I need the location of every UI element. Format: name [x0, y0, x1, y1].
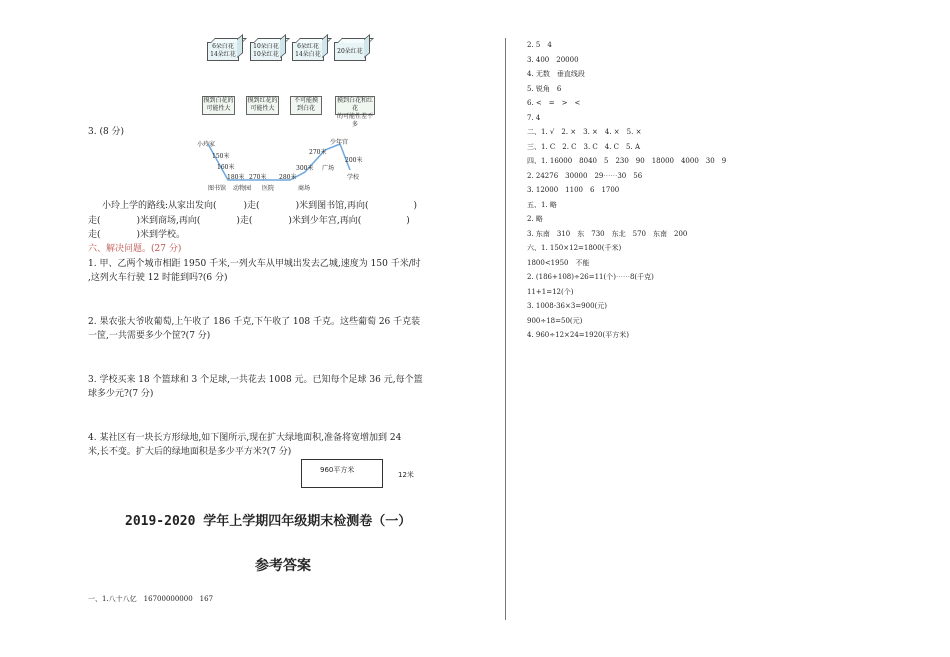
map-label-180: 180米	[227, 174, 245, 181]
map-label-zoo: 动物园	[233, 185, 252, 192]
answer-line: 3. 400 20000	[527, 55, 579, 64]
probability-card-2	[246, 96, 279, 115]
flower-box-3-text: 6朵红花 14朵白花	[295, 43, 321, 58]
first-answer: 一、1.八十八亿 16700000000 167	[88, 595, 214, 603]
q3-text-line1: 小玲上学的路线:从家出发向( )走( )米到图书馆,再向( )	[102, 201, 417, 211]
green-area-label: 960平方米	[320, 466, 355, 474]
answer-line: 2. (186+108)÷26=11(个)⋯⋯8(千克)	[527, 273, 654, 281]
flower-box-1-text: 6朵白花 14朵红花	[210, 43, 236, 58]
map-label-300: 300米	[296, 165, 314, 172]
map-label-160: 160米	[217, 164, 235, 171]
answer-line: 五、1. 略	[527, 200, 557, 209]
map-label-shaoniangong: 少年宫	[330, 139, 349, 146]
probability-card-1	[202, 96, 235, 115]
problem-2-line2: 一筐,一共需要多少个筐?(7 分)	[88, 331, 211, 341]
green-area-width: 12米	[398, 471, 414, 479]
problem-3-line1: 3. 学校买来 18 个篮球和 3 个足球,一共花去 1008 元。已知每个足球 36 元,每个篮	[88, 375, 423, 385]
flower-box-4	[334, 42, 366, 61]
answer-line: 4. 无数 垂直线段	[527, 70, 585, 78]
answer-line: 四、1. 16000 8040 5 230 90 18000 4000 30 9	[527, 157, 727, 165]
probability-card-4	[335, 96, 375, 128]
map-label-270a: 270米	[249, 174, 267, 181]
probability-card-4-text: 摸到白花和红花 的可能性差不多	[336, 97, 373, 128]
map-label-library: 图书馆	[208, 185, 227, 192]
problem-2-line1: 2. 果农张大爷收葡萄,上午收了 186 千克,下午收了 108 千克。这些葡萄 26 千克装	[88, 317, 421, 327]
map-label-200: 200米	[345, 157, 363, 164]
problem-3-line2: 球多少元?(7 分)	[88, 389, 154, 399]
document-title: 2019-2020 学年上学期四年级期末检测卷（一）	[125, 514, 412, 529]
answer-line: 2. 5 4	[527, 41, 552, 49]
answer-line: 6. < = > <	[527, 99, 581, 107]
flower-box-2	[250, 42, 282, 61]
map-label-150: 150米	[212, 153, 230, 160]
answer-line: 3. 东南 310 东 730 东北 570 东南 200	[527, 229, 688, 238]
map-label-guangchang: 广场	[322, 165, 335, 172]
answer-line: 5. 锐角 6	[527, 84, 562, 93]
answer-line: 六、1. 150×12=1800(千米)	[527, 244, 622, 252]
answer-line: 11+1=12(个)	[527, 287, 574, 296]
answer-line: 2. 略	[527, 215, 543, 223]
q3-text-line3: 走( )米到学校。	[88, 230, 186, 240]
answer-line: 3. 1008-36×3=900(元)	[527, 302, 607, 310]
problem-4-line1: 4. 某社区有一块长方形绿地,如下图所示,现在扩大绿地面积,准备将宽增加到 24	[88, 433, 402, 443]
map-label-xiaoling: 小玲家	[197, 141, 216, 148]
green-area-rectangle	[301, 459, 383, 488]
problem-1-line2: ,这列火车行驶 12 时能到吗?(6 分)	[88, 273, 228, 283]
flower-box-4-text: 20朵红花	[337, 48, 363, 55]
answer-line: 4. 960÷12×24=1920(平方米)	[527, 331, 629, 339]
answer-line: 二、1. √ 2. × 3. × 4. × 5. ×	[527, 128, 642, 136]
answer-line: 2. 24276 30000 29⋯⋯30 56	[527, 171, 643, 180]
section-6-heading: 六、解决问题。(27 分)	[88, 244, 182, 254]
map-label-hospital: 医院	[262, 185, 275, 192]
flower-box-1	[207, 42, 239, 61]
problem-1-line1: 1. 甲、乙两个城市相距 1950 千米,一列火车从甲城出发去乙城,速度为 150 千米/时	[88, 259, 421, 269]
probability-card-1-text: 摸到白花的 可能性大	[203, 97, 234, 112]
answer-line: 1800<1950 不能	[527, 258, 590, 267]
map-label-school: 学校	[347, 174, 360, 181]
answer-line: 900÷18=50(元)	[527, 316, 583, 325]
probability-card-3	[290, 96, 322, 115]
map-label-270b: 270米	[309, 149, 327, 156]
answer-line: 3. 12000 1100 6 1700	[527, 186, 620, 194]
map-label-280: 280米	[279, 174, 297, 181]
question-3-label: 3. (8 分)	[88, 127, 125, 137]
problem-4-line2: 米,长不变。扩大后的绿地面积是多少平方米?(7 分)	[88, 447, 292, 457]
answer-line: 三、1. C 2. C 3. C 4. C 5. A	[527, 142, 640, 151]
q3-text-line2: 走( )米到商场,再向( )走( )米到少年宫,再向( )	[88, 216, 410, 226]
column-divider	[505, 38, 506, 620]
flower-box-2-text: 10朵白花 10朵红花	[253, 43, 279, 58]
map-label-mall: 商场	[298, 185, 311, 192]
flower-box-3	[292, 42, 324, 61]
probability-card-3-text: 不可能摸 到白花	[293, 97, 318, 112]
answer-line: 7. 4	[527, 113, 541, 122]
answer-list	[527, 40, 726, 345]
probability-card-2-text: 摸到红花的 可能性大	[247, 97, 278, 112]
answer-title: 参考答案	[255, 558, 311, 574]
